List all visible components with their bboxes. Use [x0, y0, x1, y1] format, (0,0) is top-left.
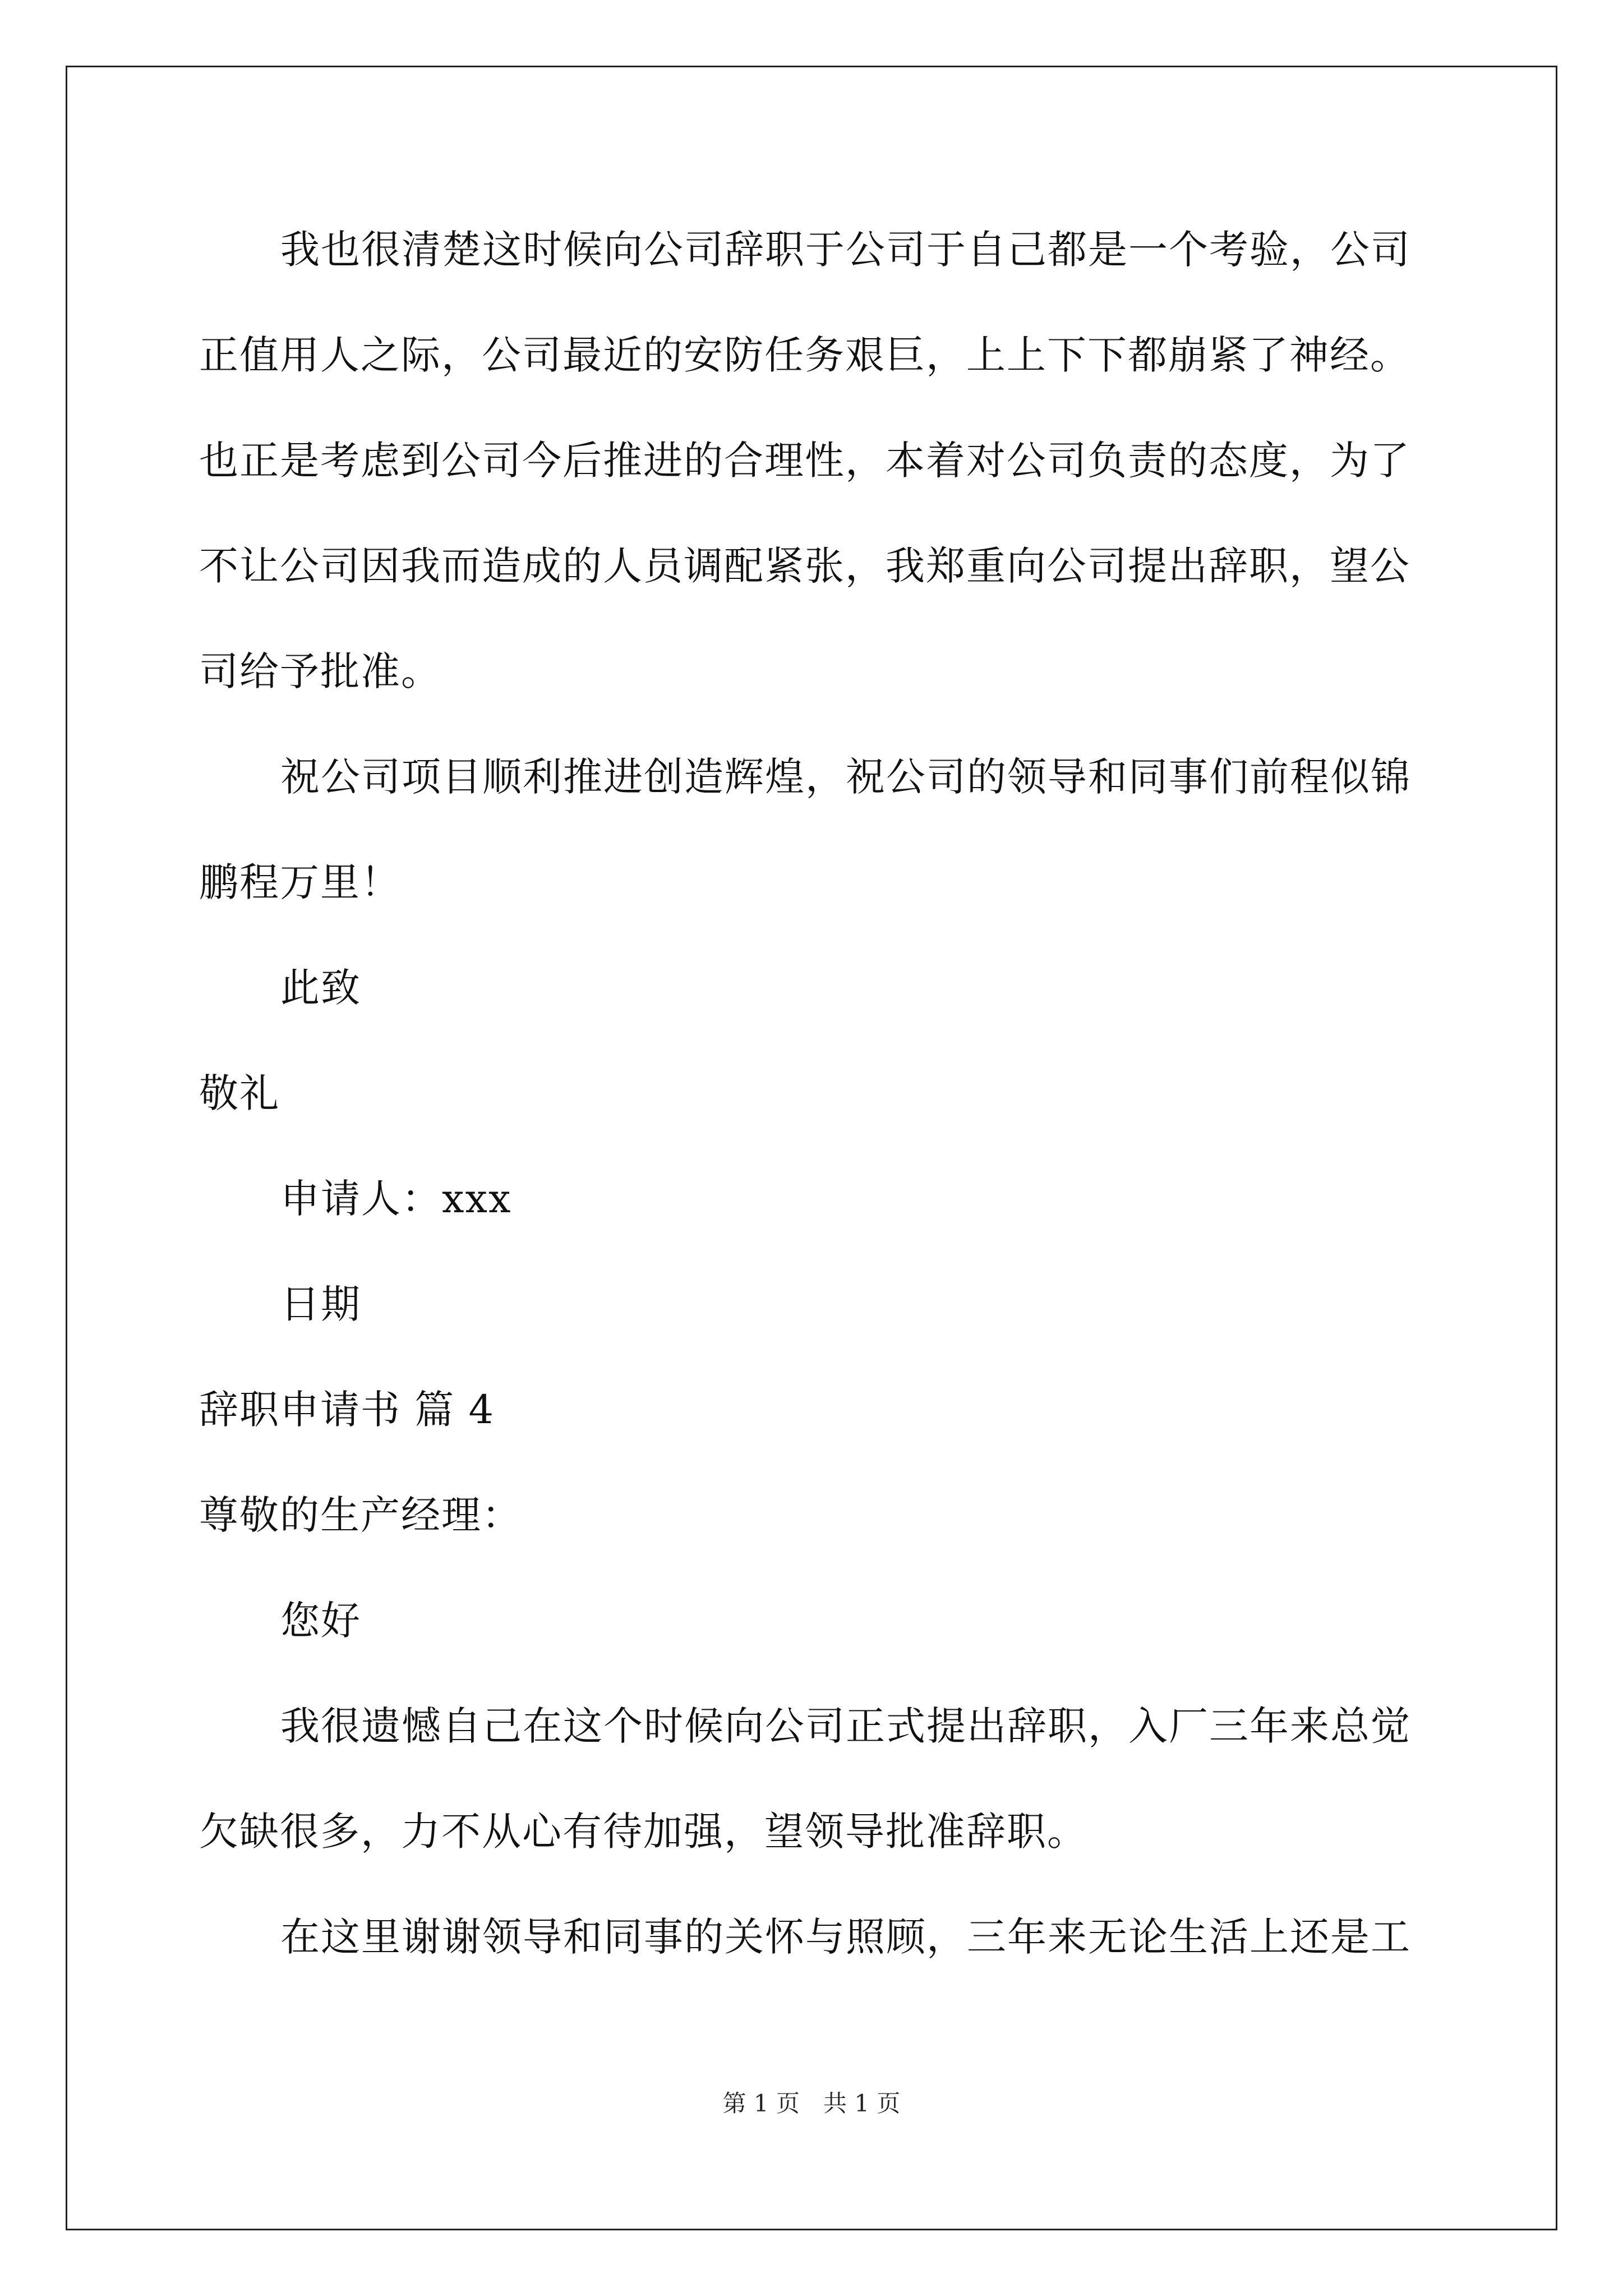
date-line: 日期: [280, 1281, 361, 1327]
paragraph-line: 也正是考虑到公司今后推进的合理性，本着对公司负责的态度，为了: [199, 438, 1410, 484]
section-heading: 辞职申请书 篇 4: [199, 1387, 495, 1433]
paragraph-line: 司给予批准。: [199, 648, 441, 694]
paragraph-line: 正值用人之际，公司最近的安防任务艰巨，上上下下都崩紧了神经。: [199, 332, 1410, 378]
paragraph-line: 欠缺很多，力不从心有待加强，望领导批准辞职。: [199, 1809, 1087, 1855]
recipient-line: 尊敬的生产经理：: [199, 1492, 522, 1538]
paragraph-line: 鹏程万里！: [199, 859, 401, 905]
paragraph-line: 我很遗憾自己在这个时候向公司正式提出辞职，入厂三年来总觉: [280, 1703, 1411, 1749]
page-border: [66, 66, 1557, 2230]
paragraph-line: 我也很清楚这时候向公司辞职于公司于自己都是一个考验，公司: [280, 227, 1411, 273]
greeting-line: 您好: [280, 1598, 361, 1644]
paragraph-line: 祝公司项目顺利推进创造辉煌，祝公司的领导和同事们前程似锦: [280, 754, 1411, 800]
paragraph-line: 不让公司因我而造成的人员调配紧张，我郑重向公司提出辞职，望公: [199, 543, 1410, 589]
salutation-line: 敬礼: [199, 1070, 280, 1116]
applicant-line: 申请人：xxx: [280, 1176, 512, 1222]
closing-line: 此致: [280, 965, 361, 1011]
page-footer: 第 1 页 共 1 页: [722, 2090, 901, 2117]
paragraph-line: 在这里谢谢领导和同事的关怀与照顾，三年来无论生活上还是工: [280, 1914, 1411, 1960]
